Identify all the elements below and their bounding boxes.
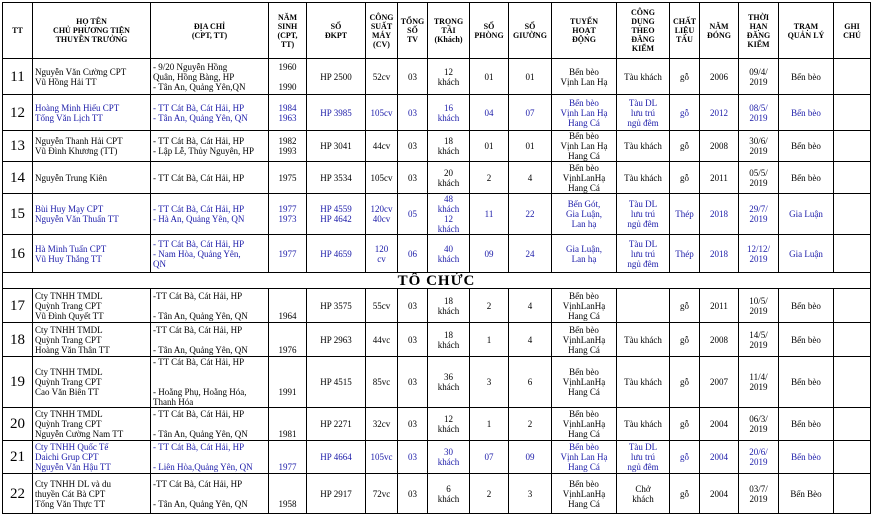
cell-registration-number: HP 3575: [307, 289, 366, 323]
cell-crew-count: 03: [398, 357, 428, 408]
cell-inspection-expiry: 12/12/ 2019: [739, 235, 779, 273]
cell-managing-station: Gia Luận: [779, 194, 834, 235]
cell-registration-number: HP 2500: [307, 59, 366, 95]
cell-birth-year: 1981: [269, 408, 307, 441]
cell-inspection-expiry: 08/5/ 2019: [739, 95, 779, 131]
cell-bed-count: 09: [509, 441, 552, 474]
cell-note: [834, 95, 871, 131]
cell-crew-count: 03: [398, 289, 428, 323]
cell-address: - TT Cát Bà, Cát Hải, HP - Hoằng Phụ, Hoằng Hóa, Thanh Hóa: [151, 357, 269, 408]
header-registered-use: CÔNG DỤNG THEO ĐĂNG KIỂM: [617, 3, 670, 59]
cell-registration-number: HP 3985: [307, 95, 366, 131]
cell-address: - TT Cát Bà, Cát Hải, HP - Liên Hòa,Quảng Yên, QN: [151, 441, 269, 474]
cell-row-number: 14: [3, 162, 33, 194]
cell-hull-material: gỗ: [670, 474, 700, 514]
cell-owner-captain-name: Cty TNHH TMDL Quỳnh Trang CPT Cao Văn Biên TT: [33, 357, 151, 408]
cell-room-count: 01: [470, 59, 509, 95]
cell-passenger-capacity: 12 khách: [428, 59, 470, 95]
cell-managing-station: Bến bèo: [779, 408, 834, 441]
cell-room-count: 01: [470, 131, 509, 162]
header-build-year: NĂM ĐÓNG: [700, 3, 739, 59]
cell-room-count: 1: [470, 323, 509, 357]
cell-address: - TT Cát Bà, Cát Hải, HP - Hà An, Quảng Yên, QN: [151, 194, 269, 235]
cell-hull-material: gỗ: [670, 95, 700, 131]
cell-row-number: 12: [3, 95, 33, 131]
cell-managing-station: Bến bèo: [779, 441, 834, 474]
cell-address: - TT Cát Bà, Cát Hải, HP - Lập Lễ, Thủy Nguyên, HP: [151, 131, 269, 162]
cell-row-number: 16: [3, 235, 33, 273]
cell-operating-route: Bến bèo VịnhLanHạ Hang Cá: [552, 408, 617, 441]
cell-passenger-capacity: 20 khách: [428, 162, 470, 194]
cell-room-count: 09: [470, 235, 509, 273]
cell-registered-use: Tàu khách: [617, 131, 670, 162]
cell-owner-captain-name: Hoàng Minh Hiếu CPT Tống Văn Lịch TT: [33, 95, 151, 131]
cell-note: [834, 59, 871, 95]
cell-registration-number: HP 2271: [307, 408, 366, 441]
cell-registration-number: HP 4664: [307, 441, 366, 474]
cell-managing-station: Bến bèo: [779, 59, 834, 95]
cell-hull-material: gỗ: [670, 441, 700, 474]
cell-passenger-capacity: 16 khách: [428, 95, 470, 131]
cell-inspection-expiry: 05/5/ 2019: [739, 162, 779, 194]
header-engine-power: CÔNG SUẤT MÁY (CV): [366, 3, 398, 59]
cell-crew-count: 03: [398, 131, 428, 162]
cell-hull-material: gỗ: [670, 59, 700, 95]
cell-hull-material: gỗ: [670, 323, 700, 357]
header-inspection-expiry: THỜI HẠN ĐĂNG KIỂM: [739, 3, 779, 59]
cell-build-year: 2011: [700, 162, 739, 194]
cell-operating-route: Bến bèo Vịnh Lan Hạ: [552, 59, 617, 95]
cell-managing-station: Bến bèo: [779, 131, 834, 162]
table-row: [3, 289, 871, 323]
cell-engine-power: 105cv: [366, 162, 398, 194]
cell-managing-station: Bến bèo: [779, 289, 834, 323]
cell-operating-route: Bến bèo VịnhLanHạ Hang Cá: [552, 162, 617, 194]
cell-room-count: 07: [470, 441, 509, 474]
cell-note: [834, 194, 871, 235]
cell-hull-material: gỗ: [670, 408, 700, 441]
cell-birth-year: 1976: [269, 323, 307, 357]
cell-inspection-expiry: 14/5/ 2019: [739, 323, 779, 357]
header-operating-route: TUYẾN HOẠT ĐỘNG: [552, 3, 617, 59]
header-row: [3, 3, 871, 59]
cell-owner-captain-name: Nguyễn Văn Cường CPT Vũ Hồng Hải TT: [33, 59, 151, 95]
cell-inspection-expiry: 10/5/ 2019: [739, 289, 779, 323]
table-row: [3, 408, 871, 441]
cell-owner-captain-name: Cty TNHH TMDL Quỳnh Trang CPT Nguyễn Cường Nam TT: [33, 408, 151, 441]
cell-crew-count: 03: [398, 95, 428, 131]
cell-crew-count: 03: [398, 441, 428, 474]
cell-owner-captain-name: Bùi Huy Mạy CPT Nguyễn Văn Thuấn TT: [33, 194, 151, 235]
table-row: [3, 131, 871, 162]
cell-passenger-capacity: 18 khách: [428, 289, 470, 323]
cell-room-count: 3: [470, 357, 509, 408]
cell-bed-count: 4: [509, 323, 552, 357]
cell-passenger-capacity: 12 khách: [428, 408, 470, 441]
cell-crew-count: 03: [398, 474, 428, 514]
cell-birth-year: 1977: [269, 235, 307, 273]
cell-crew-count: 03: [398, 162, 428, 194]
cell-bed-count: 4: [509, 162, 552, 194]
cell-room-count: 2: [470, 289, 509, 323]
cell-bed-count: 24: [509, 235, 552, 273]
cell-row-number: 13: [3, 131, 33, 162]
cell-birth-year: 1982 1993: [269, 131, 307, 162]
cell-managing-station: Bến bèo: [779, 357, 834, 408]
cell-bed-count: 3: [509, 474, 552, 514]
cell-operating-route: Gia Luận, Lan hạ: [552, 235, 617, 273]
cell-hull-material: gỗ: [670, 162, 700, 194]
cell-passenger-capacity: 48 khách 12 khách: [428, 194, 470, 235]
cell-registered-use: Tàu DL lưu trú ngủ đêm: [617, 95, 670, 131]
header-birth-year: NĂM SINH (CPT, TT): [269, 3, 307, 59]
cell-registered-use: Tàu DL lưu trú ngủ đêm: [617, 441, 670, 474]
cell-build-year: 2008: [700, 323, 739, 357]
cell-row-number: 19: [3, 357, 33, 408]
cell-note: [834, 131, 871, 162]
cell-room-count: 11: [470, 194, 509, 235]
cell-room-count: 2: [470, 162, 509, 194]
cell-build-year: 2012: [700, 95, 739, 131]
individual-owners: [3, 59, 871, 273]
cell-operating-route: Bến Gót, Gia Luận, Lan hạ: [552, 194, 617, 235]
cell-registered-use: Tàu khách: [617, 162, 670, 194]
cell-inspection-expiry: 11/4/ 2019: [739, 357, 779, 408]
cell-registration-number: HP 3534: [307, 162, 366, 194]
cell-note: [834, 235, 871, 273]
table-row: [3, 441, 871, 474]
cell-address: - 9/20 Nguyễn Hồng Quân, Hồng Bàng, HP - Tân An, Quảng Yên,QN: [151, 59, 269, 95]
cell-build-year: 2018: [700, 194, 739, 235]
cell-owner-captain-name: Cty TNHH DL và du thuyền Cát Bà CPT Tống Văn Thực TT: [33, 474, 151, 514]
cell-crew-count: 03: [398, 408, 428, 441]
cell-row-number: 11: [3, 59, 33, 95]
cell-owner-captain-name: Nguyễn Trung Kiên: [33, 162, 151, 194]
cell-build-year: 2004: [700, 441, 739, 474]
cell-note: [834, 357, 871, 408]
table-row: [3, 162, 871, 194]
section-title: TỔ CHỨC: [3, 273, 871, 289]
cell-row-number: 20: [3, 408, 33, 441]
header-note: GHI CHÚ: [834, 3, 871, 59]
cell-build-year: 2007: [700, 357, 739, 408]
cell-owner-captain-name: Hà Minh Tuấn CPT Vũ Huy Thắng TT: [33, 235, 151, 273]
cell-engine-power: 120cv 40cv: [366, 194, 398, 235]
cell-inspection-expiry: 20/6/ 2019: [739, 441, 779, 474]
cell-crew-count: 03: [398, 323, 428, 357]
header-registration-number: SỐ ĐKPT: [307, 3, 366, 59]
cell-birth-year: 1977: [269, 441, 307, 474]
cell-birth-year: 1984 1963: [269, 95, 307, 131]
cell-operating-route: Bến bèo VịnhLanHạ Hang Cá: [552, 323, 617, 357]
cell-registered-use: [617, 289, 670, 323]
table-row: [3, 95, 871, 131]
cell-inspection-expiry: 06/3/ 2019: [739, 408, 779, 441]
cell-registration-number: HP 4515: [307, 357, 366, 408]
registry-table: [2, 2, 871, 514]
cell-operating-route: Bến bèo VịnhLanHạ Hang Cá: [552, 357, 617, 408]
table-row: [3, 235, 871, 273]
cell-row-number: 22: [3, 474, 33, 514]
cell-build-year: 2018: [700, 235, 739, 273]
cell-engine-power: 44cv: [366, 131, 398, 162]
cell-engine-power: 55cv: [366, 289, 398, 323]
cell-passenger-capacity: 40 khách: [428, 235, 470, 273]
cell-engine-power: 105cv: [366, 95, 398, 131]
organization-owners: [3, 289, 871, 514]
header-passenger-capacity: TRỌNG TẢI (Khách): [428, 3, 470, 59]
header-address: ĐỊA CHỈ (CPT, TT): [151, 3, 269, 59]
cell-managing-station: Gia Luận: [779, 235, 834, 273]
cell-engine-power: 72vc: [366, 474, 398, 514]
table-row: [3, 474, 871, 514]
cell-note: [834, 289, 871, 323]
cell-build-year: 2006: [700, 59, 739, 95]
cell-managing-station: Bến bèo: [779, 323, 834, 357]
cell-passenger-capacity: 18 khách: [428, 323, 470, 357]
cell-passenger-capacity: 30 khách: [428, 441, 470, 474]
cell-note: [834, 474, 871, 514]
cell-address: -TT Cát Bà, Cát Hải, HP - Tân An, Quảng Yên, QN: [151, 323, 269, 357]
cell-operating-route: Bến bèo Vịnh Lan Hạ Hang Cá: [552, 131, 617, 162]
cell-birth-year: 1975: [269, 162, 307, 194]
cell-engine-power: 32cv: [366, 408, 398, 441]
cell-hull-material: Thép: [670, 235, 700, 273]
table-row: [3, 59, 871, 95]
cell-note: [834, 441, 871, 474]
cell-hull-material: gỗ: [670, 131, 700, 162]
cell-bed-count: 01: [509, 131, 552, 162]
table-row: [3, 194, 871, 235]
cell-inspection-expiry: 29/7/ 2019: [739, 194, 779, 235]
cell-engine-power: 44vc: [366, 323, 398, 357]
cell-row-number: 15: [3, 194, 33, 235]
cell-address: - TT Cát Bà, Cát Hải, HP - Tân An, Quảng Yên, QN: [151, 95, 269, 131]
cell-operating-route: Bến bèo Vịnh Lan Hạ Hang Cá: [552, 95, 617, 131]
header-managing-station: TRẠM QUẢN LÝ: [779, 3, 834, 59]
cell-crew-count: 06: [398, 235, 428, 273]
header-bed-count: SỐ GIƯỜNG: [509, 3, 552, 59]
cell-registration-number: HP 2917: [307, 474, 366, 514]
header-row-number: TT: [3, 3, 33, 59]
cell-row-number: 21: [3, 441, 33, 474]
header-crew-count: TỔNG SỐ TV: [398, 3, 428, 59]
cell-address: - TT Cát Bà, Cát Hải, HP - Nam Hòa, Quảng Yên, QN: [151, 235, 269, 273]
cell-registered-use: Tàu DL lưu trú ngủ đêm: [617, 194, 670, 235]
cell-bed-count: 2: [509, 408, 552, 441]
cell-registered-use: Tàu DL lưu trú ngủ đêm: [617, 235, 670, 273]
cell-owner-captain-name: Nguyễn Thanh Hải CPT Vũ Đình Khương (TT): [33, 131, 151, 162]
cell-managing-station: Bến Bèo: [779, 474, 834, 514]
cell-crew-count: 03: [398, 59, 428, 95]
cell-operating-route: Bến bèo Vịnh Lan Hạ Hang Cá: [552, 441, 617, 474]
cell-operating-route: Bến bèo VịnhLanHạ Hang Cá: [552, 474, 617, 514]
cell-row-number: 18: [3, 323, 33, 357]
cell-note: [834, 408, 871, 441]
cell-birth-year: 1991: [269, 357, 307, 408]
cell-birth-year: 1960 1990: [269, 59, 307, 95]
cell-hull-material: gỗ: [670, 289, 700, 323]
header-hull-material: CHẤT LIỆU TÀU: [670, 3, 700, 59]
cell-inspection-expiry: 09/4/ 2019: [739, 59, 779, 95]
table-row: [3, 323, 871, 357]
cell-hull-material: Thép: [670, 194, 700, 235]
section-row: [3, 273, 871, 289]
cell-operating-route: Bến bèo VịnhLanHạ Hang Cá: [552, 289, 617, 323]
cell-managing-station: Bến bèo: [779, 162, 834, 194]
cell-birth-year: 1964: [269, 289, 307, 323]
cell-owner-captain-name: Cty TNHH TMDL Quỳnh Trang CPT Hoàng Văn Thân TT: [33, 323, 151, 357]
cell-registration-number: HP 3041: [307, 131, 366, 162]
cell-registered-use: Chở khách: [617, 474, 670, 514]
cell-passenger-capacity: 36 khách: [428, 357, 470, 408]
cell-room-count: 2: [470, 474, 509, 514]
cell-bed-count: 07: [509, 95, 552, 131]
cell-room-count: 1: [470, 408, 509, 441]
cell-inspection-expiry: 30/6/ 2019: [739, 131, 779, 162]
cell-birth-year: 1958: [269, 474, 307, 514]
cell-row-number: 17: [3, 289, 33, 323]
cell-birth-year: 1977 1973: [269, 194, 307, 235]
header-owner-captain-name: HỌ TÊN CHỦ PHƯƠNG TIỆN THUYỀN TRƯỞNG: [33, 3, 151, 59]
cell-registration-number: HP 4559 HP 4642: [307, 194, 366, 235]
cell-registration-number: HP 4659: [307, 235, 366, 273]
cell-registered-use: Tàu khách: [617, 323, 670, 357]
cell-crew-count: 05: [398, 194, 428, 235]
cell-registered-use: Tàu khách: [617, 59, 670, 95]
cell-passenger-capacity: 6 khách: [428, 474, 470, 514]
cell-engine-power: 52cv: [366, 59, 398, 95]
cell-build-year: 2008: [700, 131, 739, 162]
header-room-count: SỐ PHÒNG: [470, 3, 509, 59]
cell-address: - TT Cát Bà, Cát Hải, HP - Tân An, Quảng Yên, QN: [151, 408, 269, 441]
cell-note: [834, 323, 871, 357]
cell-bed-count: 4: [509, 289, 552, 323]
table-row: [3, 357, 871, 408]
cell-engine-power: 85vc: [366, 357, 398, 408]
cell-room-count: 04: [470, 95, 509, 131]
cell-bed-count: 22: [509, 194, 552, 235]
cell-inspection-expiry: 03/7/ 2019: [739, 474, 779, 514]
cell-address: -TT Cát Bà, Cát Hải, HP - Tân An, Quảng Yên, QN: [151, 289, 269, 323]
cell-build-year: 2004: [700, 408, 739, 441]
cell-owner-captain-name: Cty TNHH Quốc Tế Daichi Grup CPT Nguyễn Văn Hậu TT: [33, 441, 151, 474]
cell-owner-captain-name: Cty TNHH TMDL Quỳnh Trang CPT Vũ Đình Quyết TT: [33, 289, 151, 323]
cell-engine-power: 120 cv: [366, 235, 398, 273]
cell-registration-number: HP 2963: [307, 323, 366, 357]
cell-bed-count: 01: [509, 59, 552, 95]
cell-bed-count: 6: [509, 357, 552, 408]
cell-note: [834, 162, 871, 194]
cell-hull-material: gỗ: [670, 357, 700, 408]
cell-registered-use: Tàu khách: [617, 357, 670, 408]
cell-address: - TT Cát Bà, Cát Hải, HP: [151, 162, 269, 194]
cell-passenger-capacity: 18 khách: [428, 131, 470, 162]
cell-address: -TT Cát Bà, Cát Hải, HP - Tân An, Quảng Yên, QN: [151, 474, 269, 514]
cell-build-year: 2011: [700, 289, 739, 323]
cell-registered-use: Tàu khách: [617, 408, 670, 441]
cell-engine-power: 105vc: [366, 441, 398, 474]
cell-build-year: 2004: [700, 474, 739, 514]
cell-managing-station: Bến bèo: [779, 95, 834, 131]
